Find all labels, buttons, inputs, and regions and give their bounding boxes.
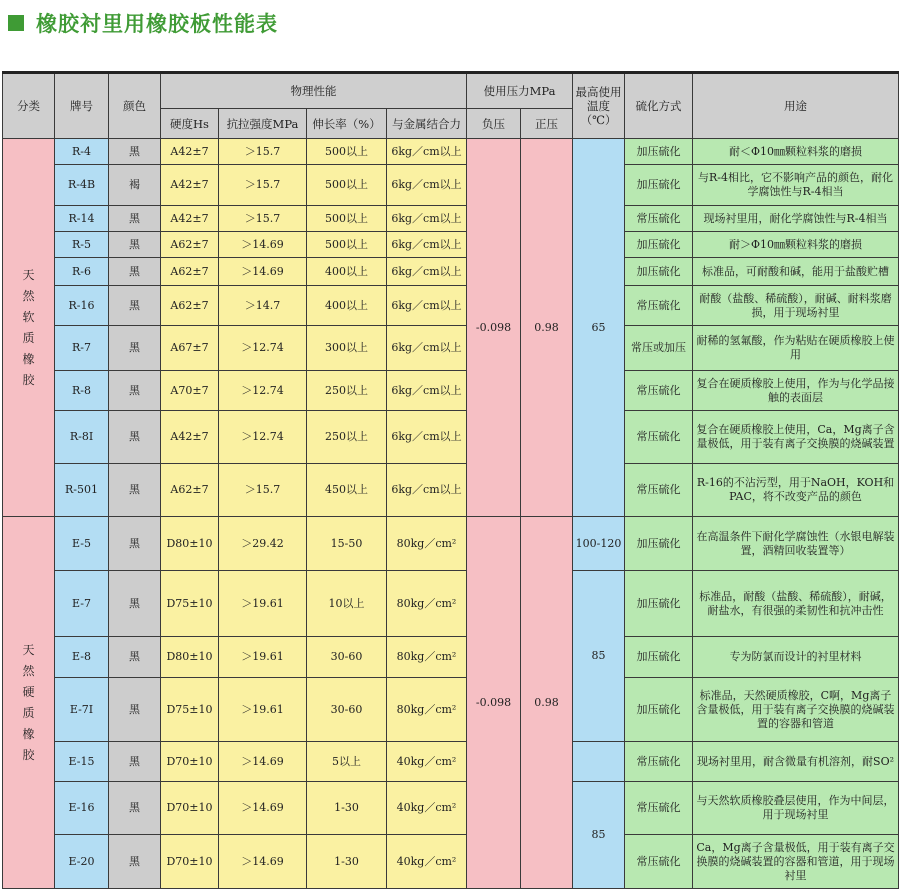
hardness-cell: A62±7 (161, 258, 219, 286)
elongation-cell: 1-30 (307, 835, 387, 889)
use-cell: R-16的不沾污型，用于NaOH，KOH和PAC，将不改变产品的颜色 (693, 464, 899, 517)
adhesion-cell: 80kg／cm² (387, 571, 467, 637)
max-temp-cell-empty (573, 742, 625, 782)
tensile-cell: ＞12.74 (219, 411, 307, 464)
curing-cell: 加压硫化 (625, 139, 693, 165)
max-temp-cell: 85 (573, 782, 625, 889)
grade-cell: R-8I (55, 411, 109, 464)
color-cell: 黑 (109, 232, 161, 258)
adhesion-cell: 6kg／cm以上 (387, 326, 467, 371)
adhesion-cell: 6kg／cm以上 (387, 286, 467, 326)
grade-cell: R-501 (55, 464, 109, 517)
hardness-cell: D70±10 (161, 835, 219, 889)
tensile-cell: ＞14.69 (219, 258, 307, 286)
curing-cell: 加压硫化 (625, 517, 693, 571)
adhesion-cell: 40kg／cm² (387, 782, 467, 835)
curing-cell: 加压硫化 (625, 165, 693, 206)
tensile-cell: ＞15.7 (219, 139, 307, 165)
grade-cell: R-5 (55, 232, 109, 258)
curing-cell: 加压硫化 (625, 678, 693, 742)
table-row (3, 286, 899, 326)
max-temp-cell: 65 (573, 139, 625, 517)
header-physical: 物理性能 (161, 73, 467, 109)
header-adhesion: 与金属结合力 (387, 109, 467, 139)
color-cell: 黑 (109, 286, 161, 326)
grade-cell: R-4B (55, 165, 109, 206)
grade-cell: E-7 (55, 571, 109, 637)
color-cell: 黑 (109, 464, 161, 517)
curing-cell: 常压硫化 (625, 286, 693, 326)
grade-cell: R-14 (55, 206, 109, 232)
color-cell: 黑 (109, 571, 161, 637)
hardness-cell: D80±10 (161, 637, 219, 678)
color-cell: 黑 (109, 782, 161, 835)
tensile-cell: ＞19.61 (219, 637, 307, 678)
table-row (3, 571, 899, 637)
elongation-cell: 500以上 (307, 139, 387, 165)
elongation-cell: 450以上 (307, 464, 387, 517)
max-temp-cell: 85 (573, 571, 625, 742)
grade-cell: E-16 (55, 782, 109, 835)
color-cell: 黑 (109, 411, 161, 464)
table-row (3, 371, 899, 411)
color-cell: 黑 (109, 637, 161, 678)
use-cell: 标准品，耐酸（盐酸、稀硫酸），耐碱，耐盐水，有很强的柔韧性和抗冲击性 (693, 571, 899, 637)
negative-pressure-cell: -0.098 (467, 517, 521, 889)
elongation-cell: 250以上 (307, 371, 387, 411)
table-row (3, 206, 899, 232)
table-row (3, 258, 899, 286)
elongation-cell: 30-60 (307, 678, 387, 742)
use-cell: 标准品，可耐酸和碱，能用于盐酸贮槽 (693, 258, 899, 286)
use-cell: 在高温条件下耐化学腐蚀性（水银电解装置，酒精回收装置等） (693, 517, 899, 571)
tensile-cell: ＞14.69 (219, 835, 307, 889)
hardness-cell: D75±10 (161, 678, 219, 742)
elongation-cell: 400以上 (307, 286, 387, 326)
rubber-sheet-spec-table (2, 71, 899, 889)
table-row (3, 517, 899, 571)
grade-cell: E-15 (55, 742, 109, 782)
table-row (3, 464, 899, 517)
adhesion-cell: 40kg／cm² (387, 835, 467, 889)
grade-cell: R-8 (55, 371, 109, 411)
adhesion-cell: 6kg／cm以上 (387, 258, 467, 286)
adhesion-cell: 6kg／cm以上 (387, 411, 467, 464)
color-cell: 黑 (109, 326, 161, 371)
header-pressure: 使用压力MPa (467, 73, 573, 109)
adhesion-cell: 6kg／cm以上 (387, 371, 467, 411)
tensile-cell: ＞15.7 (219, 206, 307, 232)
header-max-temp: 最高使用温度（℃） (573, 73, 625, 139)
color-cell: 黑 (109, 678, 161, 742)
table-row (3, 326, 899, 371)
elongation-cell: 15-50 (307, 517, 387, 571)
table-row (3, 411, 899, 464)
curing-cell: 加压硫化 (625, 232, 693, 258)
adhesion-cell: 6kg／cm以上 (387, 139, 467, 165)
adhesion-cell: 80kg／cm² (387, 517, 467, 571)
adhesion-cell: 6kg／cm以上 (387, 232, 467, 258)
tensile-cell: ＞19.61 (219, 571, 307, 637)
elongation-cell: 400以上 (307, 258, 387, 286)
color-cell: 黑 (109, 517, 161, 571)
page-title: 橡胶衬里用橡胶板性能表 (36, 12, 278, 36)
negative-pressure-cell: -0.098 (467, 139, 521, 517)
tensile-cell: ＞14.7 (219, 286, 307, 326)
use-cell: 复合在硬质橡胶上使用，Ca，Mg离子含量极低，用于装有离子交换膜的烧碱装置 (693, 411, 899, 464)
category-cell: 天然硬质橡胶 (3, 517, 55, 889)
use-cell: 耐＞Φ10㎜颗粒料浆的磨损 (693, 232, 899, 258)
adhesion-cell: 40kg／cm² (387, 742, 467, 782)
elongation-cell: 500以上 (307, 232, 387, 258)
elongation-cell: 500以上 (307, 165, 387, 206)
color-cell: 黑 (109, 742, 161, 782)
hardness-cell: A70±7 (161, 371, 219, 411)
hardness-cell: A62±7 (161, 286, 219, 326)
use-cell: Ca，Mg离子含量极低，用于装有离子交换膜的烧碱装置的容器和管道，用于现场衬里 (693, 835, 899, 889)
adhesion-cell: 80kg／cm² (387, 678, 467, 742)
elongation-cell: 30-60 (307, 637, 387, 678)
use-cell: 耐稀的氢氟酸，作为粘贴在硬质橡胶上使用 (693, 326, 899, 371)
color-cell: 黑 (109, 139, 161, 165)
hardness-cell: D75±10 (161, 571, 219, 637)
tensile-cell: ＞14.69 (219, 232, 307, 258)
grade-cell: E-7I (55, 678, 109, 742)
hardness-cell: A42±7 (161, 165, 219, 206)
hardness-cell: A67±7 (161, 326, 219, 371)
header-tensile: 抗拉强度MPa (219, 109, 307, 139)
adhesion-cell: 6kg／cm以上 (387, 464, 467, 517)
adhesion-cell: 80kg／cm² (387, 637, 467, 678)
use-cell: 耐酸（盐酸、稀硫酸），耐碱、耐料浆磨损，用于现场衬里 (693, 286, 899, 326)
table-row (3, 782, 899, 835)
curing-cell: 常压硫化 (625, 835, 693, 889)
category-cell: 天然软质橡胶 (3, 139, 55, 517)
title-bar (8, 8, 278, 38)
curing-cell: 常压或加压 (625, 326, 693, 371)
header-use: 用途 (693, 73, 899, 139)
title-marker-icon (8, 15, 24, 31)
curing-cell: 常压硫化 (625, 782, 693, 835)
positive-pressure-cell: 0.98 (521, 517, 573, 889)
use-cell: 现场衬里用，耐化学腐蚀性与R-4相当 (693, 206, 899, 232)
tensile-cell: ＞12.74 (219, 371, 307, 411)
curing-cell: 常压硫化 (625, 371, 693, 411)
tensile-cell: ＞15.7 (219, 165, 307, 206)
color-cell: 褐 (109, 165, 161, 206)
hardness-cell: D70±10 (161, 742, 219, 782)
header-color: 颜色 (109, 73, 161, 139)
use-cell: 复合在硬质橡胶上使用，作为与化学品接触的表面层 (693, 371, 899, 411)
hardness-cell: D80±10 (161, 517, 219, 571)
color-cell: 黑 (109, 835, 161, 889)
elongation-cell: 250以上 (307, 411, 387, 464)
use-cell: 耐＜Φ10㎜颗粒料浆的磨损 (693, 139, 899, 165)
color-cell: 黑 (109, 371, 161, 411)
curing-cell: 常压硫化 (625, 464, 693, 517)
grade-cell: E-5 (55, 517, 109, 571)
hardness-cell: A62±7 (161, 464, 219, 517)
grade-cell: R-16 (55, 286, 109, 326)
elongation-cell: 10以上 (307, 571, 387, 637)
tensile-cell: ＞14.69 (219, 782, 307, 835)
use-cell: 标准品，天然硬质橡胶，C啊，Mg离子含量极低，用于装有离子交换膜的烧碱装置的容器和管道 (693, 678, 899, 742)
hardness-cell: D70±10 (161, 782, 219, 835)
tensile-cell: ＞19.61 (219, 678, 307, 742)
table-row (3, 232, 899, 258)
use-cell: 与R-4相比，它不影响产品的颜色，耐化学腐蚀性与R-4相当 (693, 165, 899, 206)
hardness-cell: A42±7 (161, 411, 219, 464)
tensile-cell: ＞15.7 (219, 464, 307, 517)
header-positive: 正压 (521, 109, 573, 139)
adhesion-cell: 6kg／cm以上 (387, 206, 467, 232)
elongation-cell: 500以上 (307, 206, 387, 232)
tensile-cell: ＞29.42 (219, 517, 307, 571)
hardness-cell: A42±7 (161, 139, 219, 165)
table-row (3, 835, 899, 889)
curing-cell: 常压硫化 (625, 411, 693, 464)
table-row (3, 742, 899, 782)
header-grade: 牌号 (55, 73, 109, 139)
hardness-cell: A42±7 (161, 206, 219, 232)
color-cell: 黑 (109, 206, 161, 232)
elongation-cell: 5以上 (307, 742, 387, 782)
header-negative: 负压 (467, 109, 521, 139)
table-row (3, 678, 899, 742)
grade-cell: E-20 (55, 835, 109, 889)
table-row (3, 637, 899, 678)
grade-cell: R-6 (55, 258, 109, 286)
positive-pressure-cell: 0.98 (521, 139, 573, 517)
use-cell: 现场衬里用，耐含微量有机溶剂，耐SO² (693, 742, 899, 782)
curing-cell: 加压硫化 (625, 258, 693, 286)
curing-cell: 常压硫化 (625, 742, 693, 782)
use-cell: 专为防氯而设计的衬里材料 (693, 637, 899, 678)
header-hardness: 硬度Hs (161, 109, 219, 139)
grade-cell: R-4 (55, 139, 109, 165)
elongation-cell: 1-30 (307, 782, 387, 835)
hardness-cell: A62±7 (161, 232, 219, 258)
grade-cell: E-8 (55, 637, 109, 678)
color-cell: 黑 (109, 258, 161, 286)
header-elongation: 伸长率（%） (307, 109, 387, 139)
header-category: 分类 (3, 73, 55, 139)
grade-cell: R-7 (55, 326, 109, 371)
curing-cell: 常压硫化 (625, 206, 693, 232)
max-temp-cell: 100-120 (573, 517, 625, 571)
table-row (3, 165, 899, 206)
elongation-cell: 300以上 (307, 326, 387, 371)
tensile-cell: ＞12.74 (219, 326, 307, 371)
tensile-cell: ＞14.69 (219, 742, 307, 782)
curing-cell: 加压硫化 (625, 637, 693, 678)
table-row (3, 139, 899, 165)
header-curing: 硫化方式 (625, 73, 693, 139)
curing-cell: 加压硫化 (625, 571, 693, 637)
adhesion-cell: 6kg／cm以上 (387, 165, 467, 206)
use-cell: 与天然软质橡胶叠层使用，作为中间层，用于现场衬里 (693, 782, 899, 835)
